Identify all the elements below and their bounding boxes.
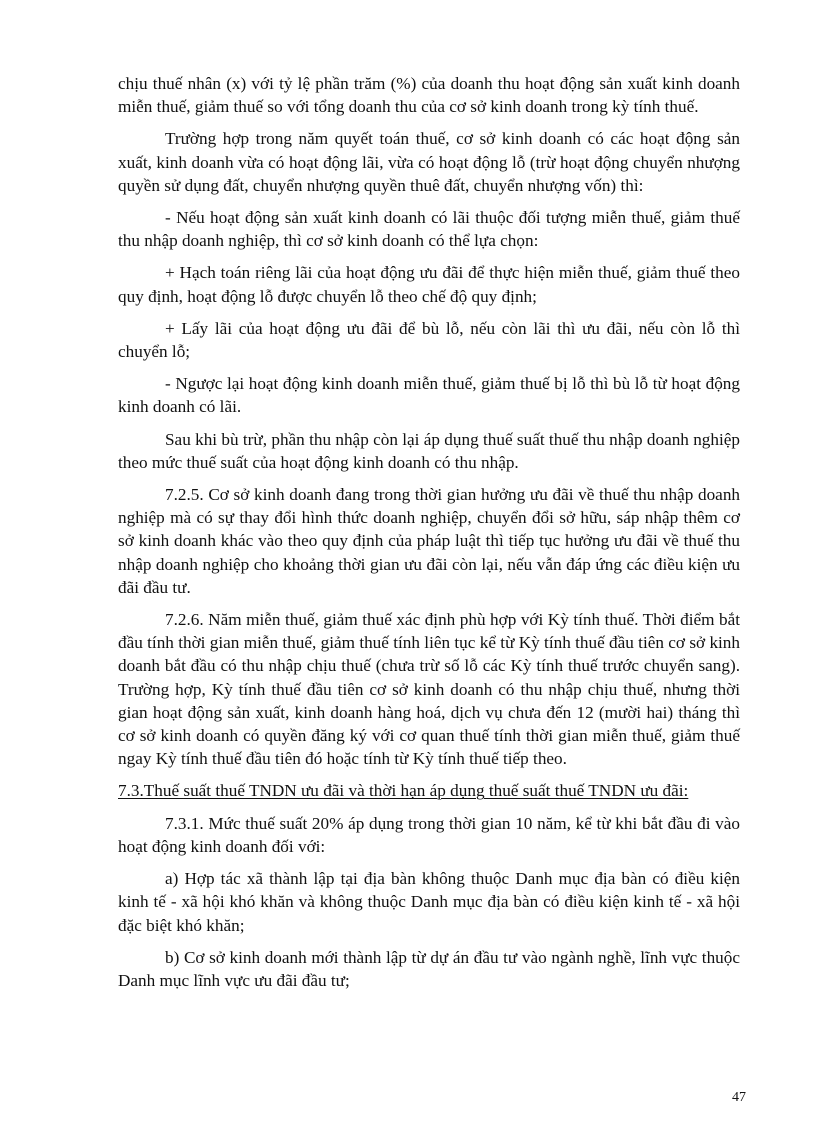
paragraph-option-separate: + Hạch toán riêng lãi của hoạt động ưu đãi để thực hiện miễn thuế, giảm thuế theo quy định, hoạt động lỗ được chuyển lỗ theo chế độ quy định; — [118, 263, 740, 306]
paragraph-profit-activity: - Nếu hoạt động sản xuất kinh doanh có lãi thuộc đối tượng miễn thuế, giảm thuế thu nhập doanh nghiệp, thì cơ sở kinh doanh có thể lựa chọn: — [118, 208, 740, 251]
paragraph-7-2-5: 7.2.5. Cơ sở kinh doanh đang trong thời gian hưởng ưu đãi về thuế thu nhập doanh nghiệp mà có sự thay đổi hình thức doanh nghiệp, chuyển đổi sở hữu, sáp nhập thêm cơ sở kinh doanh khác vào theo quy định của pháp luật thì tiếp tục hưởng ưu đãi về thuế thu nhập doanh nghiệp cho khoảng thời gian ưu đãi còn lại, nếu vẫn đáp ứng các điều kiện ưu đãi đầu tư. — [118, 485, 740, 597]
paragraph-item-b: b) Cơ sở kinh doanh mới thành lập từ dự án đầu tư vào ngành nghề, lĩnh vực thuộc Danh mục lĩnh vực ưu đãi đầu tư; — [118, 947, 740, 990]
page-number: 47 — [732, 1090, 746, 1105]
paragraph-continuation: chịu thuế nhân (x) với tỷ lệ phần trăm (%) của doanh thu hoạt động sản xuất kinh doanh miễn thuế, giảm thuế so với tổng doanh thu của cơ sở kinh doanh trong kỳ tính thuế. — [118, 74, 740, 117]
paragraph-after-offset: Sau khi bù trừ, phần thu nhập còn lại áp dụng thuế suất thuế thu nhập doanh nghiệp theo mức thuế suất của hoạt động kinh doanh có thu nhập. — [118, 429, 740, 472]
paragraph-7-2-6: 7.2.6. Năm miễn thuế, giảm thuế xác định phù hợp với Kỳ tính thuế. Thời điểm bắt đầu tính thời gian miễn thuế, giảm thuế tính liên tục kể từ Kỳ tính thuế đầu tiên cơ sở kinh doanh bắt đầu có thu nhập chịu thuế (chưa trừ số lỗ các Kỳ tính thuế trước chuyển sang). Trường hợp, Kỳ tính thuế đầu tiên cơ sở kinh doanh có thu nhập chịu thuế, nhưng thời gian hoạt động sản xuất, kinh doanh hàng hoá, dịch vụ chưa đến 12 (mười hai) tháng thì cơ sở kinh doanh có quyền đăng ký với cơ quan thuế tính thời gian miễn thuế, giảm thuế ngay Kỳ tính thuế đầu tiên đó hoặc tính từ Kỳ tính thuế tiếp theo. — [118, 610, 740, 769]
section-heading-7-3: 7.3.Thuế suất thuế TNDN ưu đãi và thời hạn áp dụng thuế suất thuế TNDN ưu đãi: — [118, 781, 689, 801]
document-body — [118, 72, 740, 1001]
paragraph-loss-activity: - Ngược lại hoạt động kinh doanh miễn thuế, giảm thuế bị lỗ thì bù lỗ từ hoạt động kinh doanh có lãi. — [118, 374, 740, 417]
paragraph-option-offset: + Lấy lãi của hoạt động ưu đãi để bù lỗ, nếu còn lãi thì ưu đãi, nếu còn lỗ thì chuyển lỗ; — [118, 318, 740, 362]
paragraph-settlement-case: Trường hợp trong năm quyết toán thuế, cơ sở kinh doanh có các hoạt động sản xuất, kinh doanh vừa có hoạt động lãi, vừa có hoạt động lỗ (trừ hoạt động chuyển nhượng quyền sử dụng đất, chuyển nhượng quyền thuê đất, chuyển nhượng vốn) thì: — [118, 129, 740, 195]
paragraph-item-a: a) Hợp tác xã thành lập tại địa bàn không thuộc Danh mục địa bàn có điều kiện kinh tế - xã hội khó khăn và không thuộc Danh mục địa bàn có điều kiện kinh tế - xã hội đặc biệt khó khăn; — [118, 869, 740, 935]
paragraph-7-3-1: 7.3.1. Mức thuế suất 20% áp dụng trong thời gian 10 năm, kể từ khi bắt đầu đi vào hoạt động kinh doanh đối với: — [118, 813, 740, 856]
